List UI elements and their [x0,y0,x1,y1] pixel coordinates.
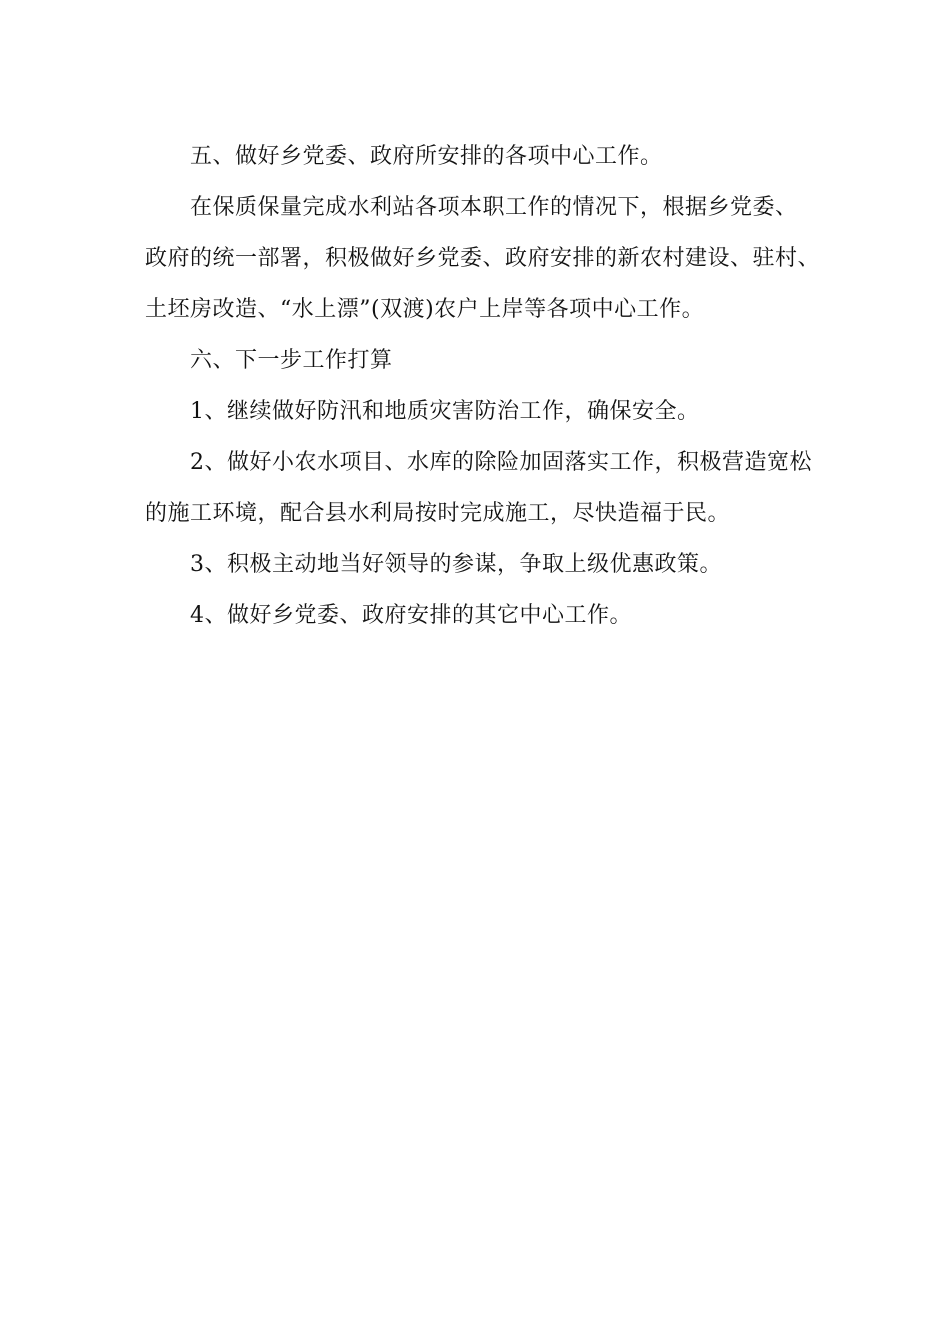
document-body [145,131,835,641]
paragraph-line: 土坯房改造、“水上漂”(双渡)农户上岸等各项中心工作。 [145,297,705,322]
list-item-3: 3、积极主动地当好领导的参谋，争取上级优惠政策。 [190,552,722,577]
list-item-1: 1、继续做好防汛和地质灾害防治工作，确保安全。 [190,399,700,424]
list-item-2-continued: 的施工环境，配合县水利局按时完成施工，尽快造福于民。 [145,501,731,526]
paragraph-line: 政府的统一部署，积极做好乡党委、政府安排的新农村建设、驻村、 [145,246,821,271]
section-heading-six: 六、下一步工作打算 [190,348,393,373]
section-heading-five: 五、做好乡党委、政府所安排的各项中心工作。 [190,144,663,169]
list-item-2: 2、做好小农水项目、水库的除险加固落实工作，积极营造宽松 [190,450,812,475]
list-item-4: 4、做好乡党委、政府安排的其它中心工作。 [190,603,632,628]
paragraph-line: 在保质保量完成水利站各项本职工作的情况下，根据乡党委、 [190,195,798,220]
